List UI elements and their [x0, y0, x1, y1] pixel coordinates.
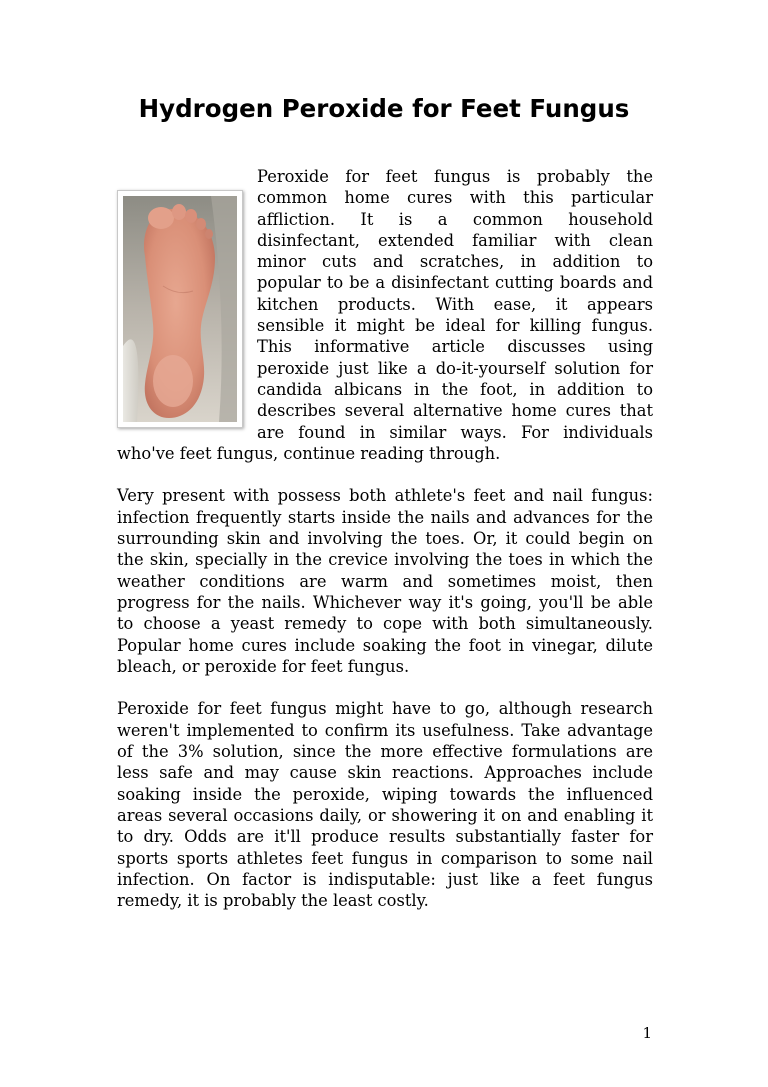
- figure: [117, 166, 257, 435]
- paragraph-2: Very present with possess both athlete's feet and nail fungus: infection frequently starts inside the nails and advances for the surrounding skin and involving the toes. Or, it could begin on the skin, specially in the crevice involving the toes in which the weather conditions are warm and sometimes moist, then progress for the nails. Whichever way it's going, you'll be able to choose a yeast remedy to cope with both simultaneously. Popular home cures include soaking the foot in vinegar, dilute bleach, or peroxide for feet fungus.: [117, 486, 653, 676]
- foot-sole-photo: [117, 190, 243, 428]
- page-number: 1: [642, 1024, 652, 1042]
- foot-sole-photo-image: [123, 196, 237, 422]
- page-title: Hydrogen Peroxide for Feet Fungus: [138, 94, 630, 123]
- article-body: [117, 166, 653, 933]
- paragraph-3: Peroxide for feet fungus might have to go, although research weren't implemented to confirm its usefulness. Take advantage of the 3% solution, since the more effective formulations are less safe and may cause skin reactions. Approaches include soaking inside the peroxide, wiping towards the influenced areas several occasions daily, or showering it on and enabling it to dry. Odds are it'll produce results substantially faster for sports sports athletes feet fungus in comparison to some nail infection. On factor is indisputable: just like a feet fungus remedy, it is probably the least costly.: [117, 699, 653, 911]
- paragraph-1: Peroxide for feet fungus is probably the common home cures with this particular affliction. It is a common household disinfectant, extended familiar with clean minor cuts and scratches, in addition to popular to be a disinfectant cutting boards and kitchen products. With ease, it appears sensible it might be ideal for killing fungus. This informative article discusses using peroxide just like a do-it-yourself solution for candida albicans in the foot, in addition to describes several alternative home cures that are found in similar ways. For individuals who've feet fungus, continue reading through.: [117, 167, 653, 463]
